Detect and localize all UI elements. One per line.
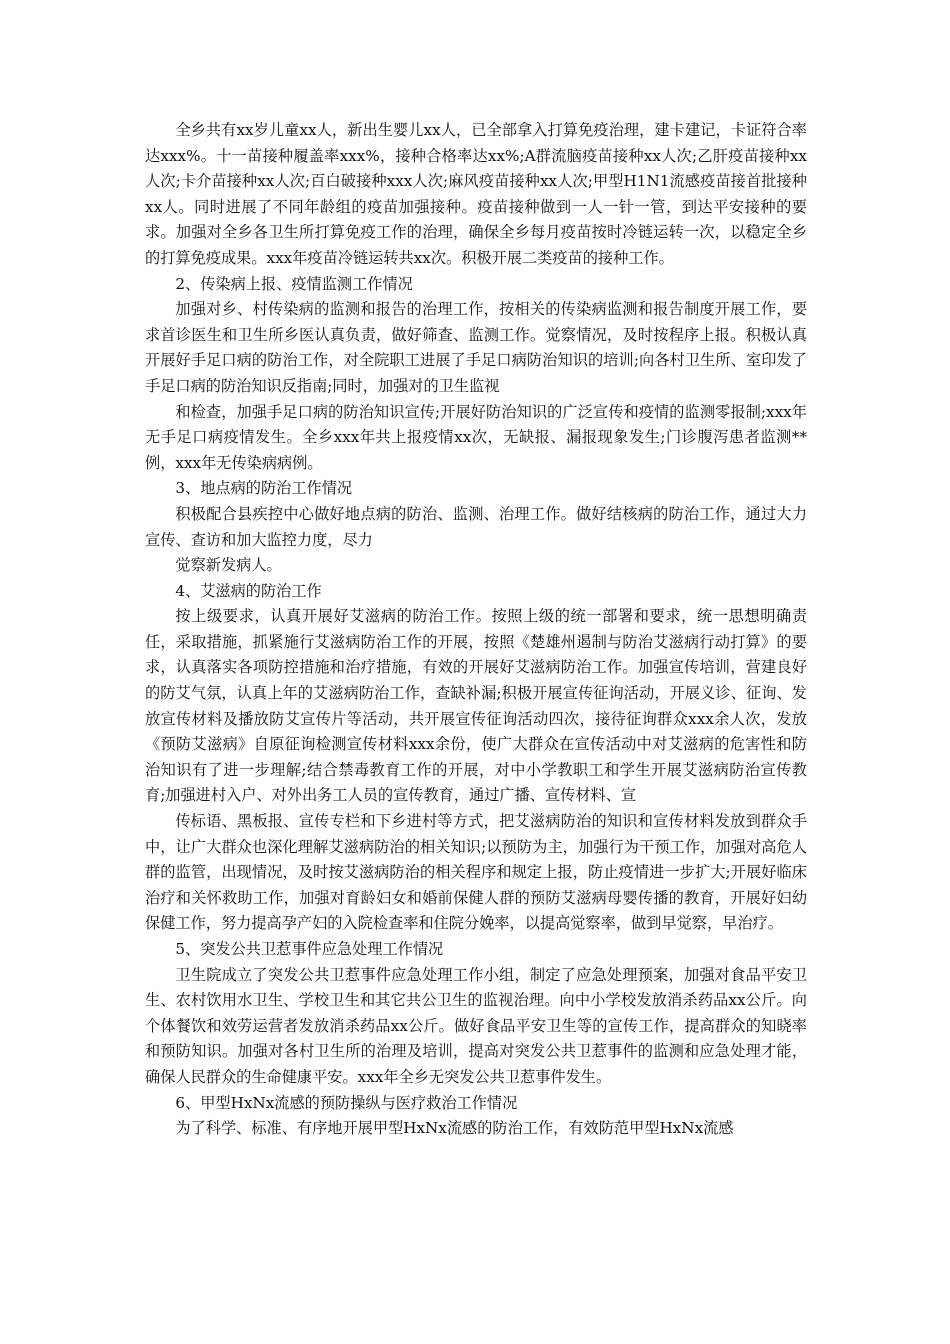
paragraph-public-health-emergency: 卫生院成立了突发公共卫惹事件应急处理工作小组，制定了应急处理预案，加强对食品平安卫生、农村饮用水卫生、学校卫生和其它共公卫生的监视治理。向中小学校发放消杀药品xx公斤。向个体餐饮和效劳运营者发放消杀药品xx公斤。做好食品平安卫生等的宣传工作，提高群众的知晓率和预防知识。加强对各村卫生所的治理及培训，提高对突发公共卫惹事件的监测和应急处理才能，确保人民群众的生命健康平安。xxx年全乡无突发公共卫惹事件发生。 bbox=[145, 965, 807, 1086]
section-heading-endemic-disease: 3、地点病的防治工作情况 bbox=[175, 479, 353, 498]
paragraph-endemic-disease-continued: 觉察新发病人。 bbox=[175, 556, 282, 575]
section-heading-influenza: 6、甲型HxNx流感的预防操纵与医疗救治工作情况 bbox=[175, 1093, 518, 1112]
paragraph-influenza: 为了科学、标准、有序地开展甲型HxNx流感的防治工作，有效防范甲型HxNx流感 bbox=[175, 1119, 734, 1138]
paragraph-infectious-disease-monitoring: 加强对乡、村传染病的监测和报告的治理工作，按相关的传染病监测和报告制度开展工作，要求首诊医生和卫生所乡医认真负责，做好筛查、监测工作。觉察情况，及时按程序上报。积极认真开展好手足口病的防治工作，对全院职工进展了手足口病防治知识的培训;向各村卫生所、室印发了手足口病的防治知识反指南;同时，加强对的卫生监视 bbox=[145, 300, 807, 395]
paragraph-infectious-disease-continued: 和检查，加强手足口病的防治知识宣传;开展好防治知识的广泛宣传和疫情的监测零报制;xxx年无手足口病疫情发生。全乡xxx年共上报疫情xx次，无缺报、漏报现象发生;门诊腹泻患者监测**例，xxx年无传染病病例。 bbox=[145, 402, 807, 472]
section-heading-infectious-disease: 2、传染病上报、疫情监测工作情况 bbox=[175, 274, 413, 293]
section-heading-public-health-emergency: 5、突发公共卫惹事件应急处理工作情况 bbox=[175, 940, 444, 958]
section-heading-aids: 4、艾滋病的防治工作 bbox=[175, 581, 322, 600]
paragraph-aids-prevention: 按上级要求，认真开展好艾滋病的防治工作。按照上级的统一部署和要求，统一思想明确责任，采取措施，抓紧施行艾滋病防治工作的开展，按照《楚雄州遏制与防治艾滋病行动打算》的要求，认真落实各项防控措施和治疗措施，有效的开展好艾滋病防治工作。加强宣传培训，营建良好的防艾气氛，认真上年的艾滋病防治工作，查缺补漏;积极开展宣传征询活动，开展义诊、征询、发放宣传材料及播放防艾宣传片等活动，共开展宣传征询活动四次，接待征询群众xxx余人次，发放《预防艾滋病》自原征询检测宣传材料xxx余份，使广大群众在宣传活动中对艾滋病的危害性和防治知识有了进一步理解;结合禁毒教育工作的开展，对中小学教职工和学生开展艾滋病防治宣传教育;加强进村入户、对外出务工人员的宣传教育，通过广播、宣传材料、宣 bbox=[145, 607, 807, 805]
paragraph-endemic-disease: 积极配合县疾控中心做好地点病的防治、监测、治理工作。做好结核病的防治工作，通过大力宣传、查访和加大监控力度，尽力 bbox=[145, 504, 807, 549]
document-body bbox=[145, 118, 807, 1142]
paragraph-aids-continued: 传标语、黑板报、宣传专栏和下乡进村等方式，把艾滋病防治的知识和宣传材料发放到群众手中，让广大群众也深化理解艾滋病防治的相关知识;以预防为主，加强行为干预工作，加强对高危人群的监管，出现情况，及时按艾滋病防治的相关程序和规定上报，防止疫情进一步扩大;开展好临床治疗和关怀救助工作，加强对育龄妇女和婚前保健人群的预防艾滋病母婴传播的教育，开展好妇幼保健工作，努力提高孕产妇的入院检查率和住院分娩率，以提高觉察率，做到早觉察，早治疗。 bbox=[145, 812, 807, 933]
paragraph-immunization: 全乡共有xx岁儿童xx人，新出生婴儿xx人，已全部拿入打算免疫治理，建卡建记，卡证符合率达xxx%。十一苗接种履盖率xxx%，接种合格率达xx%;A群流脑疫苗接种xx人次;乙肝疫苗接种xx人次;卡介苗接种xx人次;百白破接种xxx人次;麻风疫苗接种xx人次;甲型H1N1流感疫苗接首批接种xx人。同时进展了不同年龄组的疫苗加强接种。疫苗接种做到一人一针一管，到达平安接种的要求。加强对全乡各卫生所打算免疫工作的治理，确保全乡每月疫苗按时冷链运转一次，以稳定全乡的打算免疫成果。xxx年疫苗冷链运转共xx次。积极开展二类疫苗的接种工作。 bbox=[145, 121, 807, 267]
